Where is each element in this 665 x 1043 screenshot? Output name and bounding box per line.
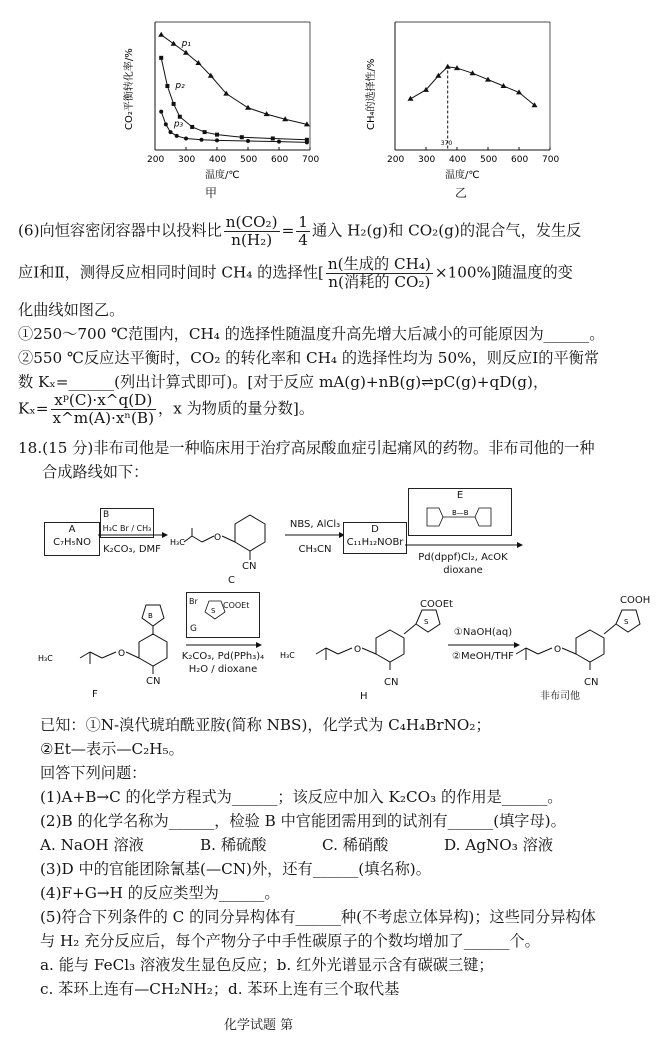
cond-3a: K₂CO₃, Pd(PPh₃)₄ (181, 651, 265, 662)
svg-text:B: B (148, 612, 153, 620)
arrow-3 (405, 540, 525, 550)
frac-num: 1 (298, 213, 308, 231)
data-point (183, 50, 189, 55)
cond-4a: ①NaOH(aq) (453, 627, 513, 638)
data-point (277, 140, 281, 144)
jia-xlabel: 温度/℃ (205, 170, 240, 181)
series-label: p₃ (173, 119, 184, 130)
part-5d: c. 苯环上连有—CH₂NH₂；d. 苯环上连有三个取代基 (40, 980, 400, 998)
box-E (408, 488, 512, 536)
x-tick-label: 600 (511, 155, 529, 165)
q6-line5: ②550 ℃反应达平衡时，CO₂ 的转化率和 CH₄ 的选择性均为 50%，则反应Ⅰ的平衡常 (18, 349, 600, 367)
cond-E1: Pd(dppf)Cl₂, AcOK (418, 552, 508, 563)
q6-text: 通入 H₂(g)和 CO₂(g)的混合气，发生反 (311, 221, 582, 240)
yi-xlabel: 温度/℃ (445, 170, 480, 181)
cond-2a: NBS, AlCl₃ (289, 519, 341, 530)
svg-text:H₃C: H₃C (280, 651, 295, 660)
cond-2b: CH₃CN (298, 544, 332, 555)
label-B: B (103, 510, 110, 520)
label-G: G (190, 624, 197, 634)
data-point (240, 135, 244, 139)
data-point (159, 110, 163, 114)
x-tick-label: 700 (302, 155, 320, 165)
frac-num: n(生成的 CH₄) (327, 255, 431, 273)
data-point (203, 130, 207, 134)
frac-den: 4 (298, 231, 308, 249)
feed-ratio-fraction (224, 214, 280, 249)
H-cooet: COOEt (420, 599, 453, 610)
part-1: (1)A+B→C 的化学方程式为______；该反应中加入 K₂CO₃ 的作用是______。 (40, 788, 563, 806)
frac-den: x^m(A)·xⁿ(B) (52, 409, 155, 427)
data-point (215, 133, 219, 137)
ratio-value (296, 214, 310, 249)
part-3: (3)D 中的官能团除氰基(—CN)外，还有______(填名称)。 (40, 860, 431, 878)
q6-line7 (18, 392, 314, 427)
part-5c: a. 能与 FeCl₃ 溶液发生显色反应；b. 红外光谱显示含有碳碳三键； (40, 956, 494, 974)
q6-text: ×100%]随温度的变 (434, 263, 573, 282)
label-E: E (456, 490, 464, 501)
chart-yi (360, 10, 570, 190)
data-point (271, 136, 275, 140)
data-point (169, 130, 173, 134)
label-H: H (360, 691, 368, 702)
x-tick-label: 200 (387, 155, 405, 165)
yi-ylabel: CH₄的选择性/% (366, 58, 377, 130)
x-tick-label: 700 (542, 155, 560, 165)
svg-text:O: O (214, 533, 222, 543)
data-point (171, 41, 177, 46)
q6-text: ，x 为物质的量分数]。 (158, 399, 315, 418)
data-point (164, 122, 168, 126)
box-G (186, 592, 260, 638)
svg-text:O: O (554, 645, 562, 655)
option-c: C. 稀硝酸 (322, 836, 389, 854)
cond-3b: H₂O / dioxane (188, 664, 258, 675)
part-2: (2)B 的化学名称为______，检验 B 中官能团需用到的试剂有______(填字母)。 (40, 812, 566, 830)
option-a: A. NaOH 溶液 (40, 836, 144, 854)
svg-text:H₃C: H₃C (170, 538, 185, 547)
data-point (172, 102, 176, 106)
footer: 化学试题 第 (224, 1018, 294, 1033)
data-point (215, 138, 219, 142)
annotation-label: 370 (440, 140, 453, 147)
option-d: D. AgNO₃ 溶液 (444, 836, 554, 854)
F-cn: CN (146, 676, 161, 687)
series-label: p₁ (181, 38, 191, 49)
q6-text: (6)向恒容密闭容器中以投料比 (18, 221, 222, 240)
data-point (305, 140, 309, 144)
data-point (165, 84, 169, 88)
G-br: Br (189, 597, 198, 606)
part-5a: (5)符合下列条件的 C 的同分异构体有______种(不考虑立体异构)；这些同分异构体 (40, 908, 596, 926)
cond-4b: ②MeOH/THF (452, 651, 514, 662)
known-1: 已知：①N-溴代琥珀酰亚胺(简称 NBS)，化学式为 C₄H₄BrNO₂； (40, 716, 491, 734)
data-point (246, 139, 250, 143)
option-b: B. 稀硫酸 (200, 836, 267, 854)
data-point (158, 32, 164, 37)
q6-line1 (18, 214, 581, 249)
x-tick-label: 200 (147, 155, 165, 165)
q6-line4: ①250～700 ℃范围内，CH₄ 的选择性随温度升高先增大后减小的可能原因为______。 (18, 325, 605, 343)
product-cooh: COOH (620, 595, 651, 606)
kx-fraction (51, 392, 157, 427)
arrow-1 (98, 530, 168, 540)
equals: = (281, 221, 295, 240)
q6-line2 (18, 256, 573, 291)
jia-title: 甲 (205, 186, 218, 200)
data-point (184, 136, 188, 140)
data-point (190, 125, 194, 129)
yi-title: 乙 (455, 186, 468, 200)
cond-E2: dioxane (443, 565, 483, 576)
selectivity-fraction (326, 256, 433, 291)
G-cooet: COOEt (223, 601, 250, 610)
part-4: (4)F+G→H 的反应类型为______。 (40, 884, 280, 902)
svg-text:S: S (211, 607, 216, 615)
series-label: p₂ (175, 81, 185, 91)
data-point (178, 115, 182, 119)
box-A (44, 522, 100, 556)
q6-line3: 化曲线如图乙。 (18, 301, 125, 319)
label-F: F (92, 689, 98, 700)
compound-F-structure (36, 590, 186, 690)
data-point (175, 134, 179, 138)
box-D (343, 522, 407, 554)
data-point (245, 105, 251, 110)
cond-1: K₂CO₃, DMF (103, 544, 161, 555)
formula-A: C₇H₅NO (53, 537, 91, 548)
H-cn: CN (384, 677, 399, 688)
svg-text:B—B: B—B (452, 509, 469, 517)
x-tick-label: 400 (449, 155, 467, 165)
label-D: D (371, 524, 379, 535)
svg-text:H₃C: H₃C (38, 654, 53, 663)
label-product: 非布司他 (540, 691, 580, 702)
q18-line2: 合成路线如下： (42, 463, 149, 481)
svg-text:O: O (354, 645, 362, 655)
q6-line6: 数 Kₓ=______(列出计算式即可)。[对于反应 mA(g)+nB(g)⇌pC(g)+qD(g)， (18, 373, 549, 391)
part-5b: 与 H₂ 充分反应后，每个产物分子中手性碳原子的个数均增加了______个。 (40, 932, 540, 950)
arrow-4 (186, 640, 262, 650)
label-A: A (68, 524, 76, 535)
frac-den: n(H₂) (231, 231, 273, 249)
q6-text: 应Ⅰ和Ⅱ，测得反应相同时间时 CH₄ 的选择性[ (18, 263, 324, 282)
q18-line1: 18.(15 分)非布司他是一种临床用于治疗高尿酸血症引起痛风的药物。非布司他的一种 (18, 439, 595, 457)
svg-text:S: S (424, 618, 429, 626)
frac-den: n(消耗的 CO₂) (328, 273, 431, 291)
C-cn: CN (242, 561, 257, 572)
x-tick-label: 500 (240, 155, 258, 165)
x-tick-label: 500 (480, 155, 498, 165)
data-point (408, 96, 414, 101)
answer-prompt: 回答下列问题： (40, 764, 147, 782)
data-point (200, 138, 204, 142)
known-2: ②Et—表示—C₂H₅。 (40, 740, 184, 758)
x-tick-label: 300 (178, 155, 196, 165)
compound-C-structure (170, 500, 285, 575)
x-tick-label: 400 (209, 155, 227, 165)
svg-text:S: S (624, 618, 629, 626)
frac-num: n(CO₂) (225, 213, 278, 231)
struct-B: H₃C Br / CH₃ (102, 524, 152, 533)
frac-num: xᵖ(C)·x^q(D) (51, 392, 157, 410)
E-structure (409, 502, 509, 532)
q6-text: Kₓ= (18, 399, 49, 418)
product-cn: CN (584, 677, 599, 688)
svg-text:O: O (118, 649, 126, 659)
x-tick-label: 300 (418, 155, 436, 165)
x-tick-label: 600 (271, 155, 289, 165)
data-point (159, 56, 163, 60)
formula-D: C₁₁H₁₂NOBr (346, 537, 404, 548)
arrow-2 (285, 530, 345, 540)
label-C: C (228, 575, 235, 586)
chart-jia (120, 10, 330, 190)
jia-ylabel: CO₂平衡转化率/% (124, 48, 135, 130)
